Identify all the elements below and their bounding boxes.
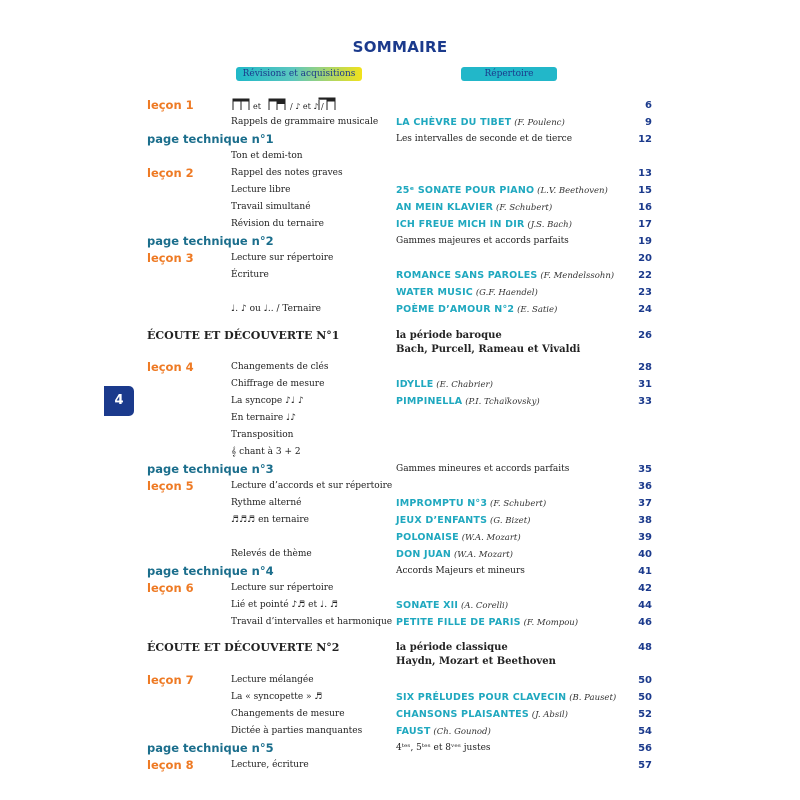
piece-title: POLONAISE: [396, 532, 459, 543]
composer: (F. Schubert): [490, 499, 547, 509]
toc-row: [0, 597, 800, 614]
composer: (B. Pauset): [569, 693, 617, 703]
page-ref: 28: [638, 362, 652, 373]
page-ref: 31: [638, 379, 652, 390]
technique-label: page technique n°4: [147, 564, 274, 578]
toc-row: [0, 393, 800, 410]
toc-row: [0, 563, 800, 580]
lesson-label: leçon 2: [147, 166, 194, 180]
toc-row: [0, 97, 800, 114]
lesson-topic: Chiffrage de mesure: [231, 379, 325, 389]
piece-title: DON JUAN: [396, 549, 452, 560]
piece-title: PIMPINELLA: [396, 396, 463, 407]
page-ref: 39: [638, 532, 652, 543]
toc-row: [0, 461, 800, 478]
lesson-topic: La « syncopette » ♬: [231, 692, 323, 702]
header-revisions: Révisions et acquisitions: [236, 67, 362, 81]
toc-row: [0, 757, 800, 774]
toc-row: [0, 165, 800, 182]
page-ref: 42: [638, 583, 652, 594]
technique-label: page technique n°5: [147, 741, 274, 755]
composer: (F. Schubert): [496, 203, 553, 213]
lesson-topic: Rythme alterné: [231, 498, 302, 508]
page-ref: 15: [638, 185, 652, 196]
repertoire-entry: [396, 614, 578, 632]
piece-title: AN MEIN KLAVIER: [396, 202, 494, 213]
toc-row: [0, 706, 800, 723]
page-ref: 56: [638, 743, 652, 754]
page-ref: 50: [638, 675, 652, 686]
composer: (J. Absil): [531, 710, 568, 720]
lesson-topic: Lecture libre: [231, 185, 291, 195]
page-ref: 13: [638, 168, 652, 179]
page-ref: 33: [638, 396, 652, 407]
composer: (F. Mendelssohn): [540, 271, 615, 281]
repertoire-entry: [396, 393, 540, 411]
toc-row: [0, 444, 800, 461]
repertoire-entry: [396, 284, 538, 302]
repertoire-entry: [396, 376, 493, 394]
piece-title: FAUST: [396, 726, 431, 737]
toc-row: [0, 359, 800, 376]
page-ref: 35: [638, 464, 652, 475]
toc-row: [0, 512, 800, 529]
toc-row: [0, 250, 800, 267]
page-ref: 26: [638, 330, 652, 341]
toc-row: [0, 301, 800, 318]
toc-row: [0, 723, 800, 740]
repertoire-entry: [396, 546, 513, 564]
page-ref: 20: [638, 253, 652, 264]
piece-title: PETITE FILLE DE PARIS: [396, 617, 521, 628]
lesson-topic: Ton et demi-ton: [231, 151, 303, 161]
toc-row: [0, 148, 800, 165]
lesson-topic: Lié et pointé ♪♬ et ♩. ♬: [231, 600, 339, 610]
lesson-topic: Travail simultané: [231, 202, 311, 212]
rhythm-notation: [231, 97, 343, 115]
piece-title: POÈME D’AMOUR N°2: [396, 304, 515, 315]
piece-title: WATER MUSIC: [396, 287, 473, 298]
composer: (J.S. Bach): [527, 220, 572, 230]
composer: (G. Bizet): [490, 516, 531, 526]
ecoute-label: ÉCOUTE ET DÉCOUVERTE N°1: [147, 329, 340, 342]
lesson-topic: La syncope ♪♩ ♪: [231, 396, 304, 406]
svg-text:/ ♪ et ♪ /: / ♪ et ♪ /: [290, 102, 324, 111]
piece-title: SIX PRÉLUDES POUR CLAVECIN: [396, 692, 567, 703]
lesson-topic: Révision du ternaire: [231, 219, 324, 229]
page-ref: 6: [645, 100, 652, 111]
technique-topic: Les intervalles de seconde et de tierce: [396, 134, 573, 144]
repertoire-entry: [396, 597, 508, 615]
page-ref: 50: [638, 692, 652, 703]
repertoire-entry: [396, 114, 565, 132]
lesson-topic: 𝄞 chant à 3 + 2: [231, 447, 301, 457]
toc-row: [0, 284, 800, 301]
lesson-topic: Lecture sur répertoire: [231, 253, 334, 263]
composer: (L.V. Beethoven): [537, 186, 608, 196]
lesson-topic: Changements de clés: [231, 362, 329, 372]
piece-title: ROMANCE SANS PAROLES: [396, 270, 538, 281]
piece-title: SONATE XII: [396, 600, 459, 611]
composer: (A. Corelli): [461, 601, 509, 611]
piece-title: LA CHÈVRE DU TIBET: [396, 117, 512, 128]
repertoire-entry: [396, 512, 530, 530]
toc-row: [0, 376, 800, 393]
svg-text:et: et: [253, 102, 261, 111]
repertoire-entry: [396, 689, 616, 707]
repertoire-entry: [396, 706, 568, 724]
toc-row: [0, 740, 800, 757]
ecoute-label: ÉCOUTE ET DÉCOUVERTE N°2: [147, 641, 340, 654]
lesson-topic: ♬♬♬ en ternaire: [231, 515, 309, 525]
composer: (E. Chabrier): [436, 380, 493, 390]
piece-title: IDYLLE: [396, 379, 434, 390]
piece-title: 25ᵉ SONATE POUR PIANO: [396, 185, 535, 196]
page-ref: 19: [638, 236, 652, 247]
lesson-topic: Transposition: [231, 430, 294, 440]
toc-row: [0, 580, 800, 597]
page-ref: 57: [638, 760, 652, 771]
piece-title: IMPROMPTU N°3: [396, 498, 488, 509]
lesson-label: leçon 8: [147, 758, 194, 772]
toc-row: [0, 267, 800, 284]
composer: (F. Poulenc): [514, 118, 565, 128]
composer: (G.F. Haendel): [475, 288, 538, 298]
lesson-label: leçon 4: [147, 360, 194, 374]
header-repertoire: Répertoire: [461, 67, 557, 81]
page-ref: 54: [638, 726, 652, 737]
lesson-topic: Rappel des notes graves: [231, 168, 343, 178]
lesson-topic: Lecture mélangée: [231, 675, 314, 685]
technique-label: page technique n°3: [147, 462, 274, 476]
piece-title: ICH FREUE MICH IN DIR: [396, 219, 525, 230]
lesson-topic: Écriture: [231, 270, 269, 280]
toc-row: [0, 199, 800, 216]
lesson-topic: Lecture, écriture: [231, 760, 309, 770]
technique-topic: Gammes mineures et accords parfaits: [396, 464, 570, 474]
repertoire-entry: [396, 182, 608, 200]
toc-row: [0, 672, 800, 689]
page-ref: 24: [638, 304, 652, 315]
lesson-label: leçon 5: [147, 479, 194, 493]
technique-label: page technique n°1: [147, 132, 274, 146]
page-ref: 52: [638, 709, 652, 720]
toc-row: [0, 689, 800, 706]
page-ref: 38: [638, 515, 652, 526]
page-ref: 48: [638, 642, 652, 653]
composer: (W.A. Mozart): [461, 533, 521, 543]
composer: (P.I. Tchaïkovsky): [465, 397, 540, 407]
page-ref: 17: [638, 219, 652, 230]
page-title: SOMMAIRE: [352, 38, 448, 56]
lesson-topic: Rappels de grammaire musicale: [231, 117, 379, 127]
page-ref: 44: [638, 600, 652, 611]
composer: (Ch. Gounod): [433, 727, 491, 737]
ecoute-composers: Haydn, Mozart et Beethoven: [396, 656, 556, 667]
piece-title: JEUX D’ENFANTS: [396, 515, 488, 526]
ecoute-composers: Bach, Purcell, Rameau et Vivaldi: [396, 344, 581, 355]
page-ref: 22: [638, 270, 652, 281]
lesson-topic: Dictée à parties manquantes: [231, 726, 363, 736]
toc-row: [0, 114, 800, 131]
lesson-topic: En ternaire ♩♪: [231, 413, 296, 423]
page-ref: 46: [638, 617, 652, 628]
ecoute-period: la période baroque: [396, 330, 502, 341]
toc-row: [0, 495, 800, 512]
technique-label: page technique n°2: [147, 234, 274, 248]
technique-topic: 4ᵗᵉˢ, 5ᵗᵉˢ et 8ᵛᵉˢ justes: [396, 743, 491, 753]
composer: (W.A. Mozart): [453, 550, 513, 560]
repertoire-entry: [396, 301, 557, 319]
toc-row: [0, 529, 800, 546]
lesson-topic: Lecture sur répertoire: [231, 583, 334, 593]
page-ref: 16: [638, 202, 652, 213]
page-ref: 12: [638, 134, 652, 145]
rhythm-figures-icon: [231, 97, 343, 113]
repertoire-entry: [396, 529, 521, 547]
page-number-tab: 4: [104, 386, 134, 416]
technique-topic: Accords Majeurs et mineurs: [396, 566, 525, 576]
toc-row: [0, 427, 800, 444]
repertoire-entry: [396, 495, 546, 513]
toc-row: [0, 614, 800, 631]
composer: (F. Mompou): [523, 618, 579, 628]
page-ref: 40: [638, 549, 652, 560]
lesson-topic: Changements de mesure: [231, 709, 345, 719]
page-ref: 9: [645, 117, 652, 128]
repertoire-entry: [396, 199, 552, 217]
toc-row: [0, 182, 800, 199]
toc-row: [0, 478, 800, 495]
page-ref: 41: [638, 566, 652, 577]
lesson-topic: ♩. ♪ ou ♩.. / Ternaire: [231, 304, 321, 314]
page-ref: 36: [638, 481, 652, 492]
lesson-topic: Travail d’intervalles et harmonique: [231, 617, 393, 627]
repertoire-entry: [396, 723, 491, 741]
lesson-topic: Lecture d’accords et sur répertoire: [231, 481, 393, 491]
toc-row: [0, 233, 800, 250]
technique-topic: Gammes majeures et accords parfaits: [396, 236, 569, 246]
lesson-topic: Relevés de thème: [231, 549, 312, 559]
toc-row: [0, 216, 800, 233]
lesson-label: leçon 7: [147, 673, 194, 687]
toc-row: [0, 131, 800, 148]
repertoire-entry: [396, 267, 614, 285]
repertoire-entry: [396, 216, 572, 234]
piece-title: CHANSONS PLAISANTES: [396, 709, 529, 720]
lesson-label: leçon 1: [147, 98, 194, 112]
page-ref: 37: [638, 498, 652, 509]
page-ref: 23: [638, 287, 652, 298]
toc-row: [0, 546, 800, 563]
composer: (E. Satie): [517, 305, 558, 315]
lesson-label: leçon 6: [147, 581, 194, 595]
ecoute-period: la période classique: [396, 642, 508, 653]
toc-row: [0, 410, 800, 427]
lesson-label: leçon 3: [147, 251, 194, 265]
